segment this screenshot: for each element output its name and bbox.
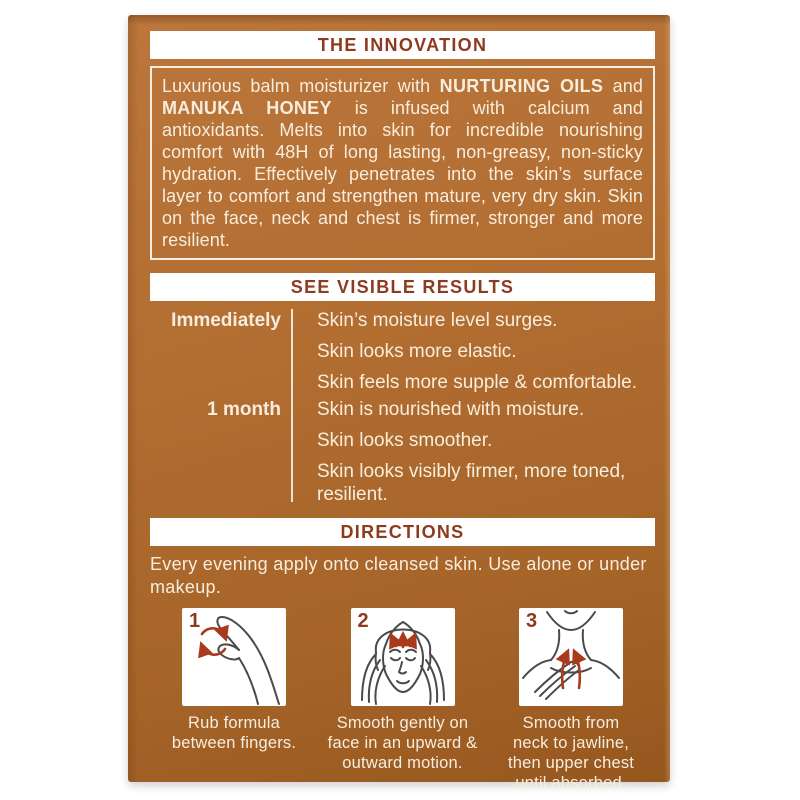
directions-title: DIRECTIONS	[150, 518, 655, 546]
results-line: Skin looks visibly firmer, more toned, resilient.	[317, 461, 626, 505]
results-line: Skin feels more supple & comfortable.	[317, 372, 637, 393]
product-box-back-panel	[128, 15, 670, 792]
step-caption-line: Smooth from	[522, 714, 620, 732]
step-2-illustration-box	[351, 608, 455, 706]
results-line: Skin looks more elastic.	[317, 341, 517, 362]
innovation-title: THE INNOVATION	[150, 31, 655, 59]
paragraph-bold-nurturing-oils: NURTURING OILS	[439, 76, 604, 96]
results-row-body	[317, 398, 655, 506]
step-number: 2	[357, 610, 369, 632]
directions-section	[150, 518, 655, 793]
step-3-illustration-box	[519, 608, 623, 706]
step-caption-line: then upper chest	[507, 754, 635, 772]
step-1	[150, 608, 318, 793]
innovation-paragraph	[150, 66, 655, 260]
results-line: Skin is nourished with moisture.	[317, 399, 585, 420]
results-row-label: Immediately	[171, 310, 281, 331]
results-table	[150, 309, 655, 506]
results-line: Skin looks smoother.	[317, 430, 493, 451]
results-row-label: 1 month	[207, 399, 281, 420]
step-caption-line: outward motion.	[342, 754, 463, 772]
step-1-illustration-box	[182, 608, 286, 706]
step-3	[487, 608, 655, 793]
results-row-1-month	[150, 398, 655, 506]
results-row-immediately	[150, 309, 655, 394]
step-caption	[328, 713, 478, 773]
directions-intro: Every evening apply onto cleansed skin. Use alone or under makeup.	[150, 554, 647, 597]
step-caption-line: face in an upward &	[327, 734, 478, 752]
paragraph-text: is infused with calcium and antioxidants. Melts into skin for incredible nourishing comfort with 48H of long lasting, non-greasy, non-sticky hydration. Effectively penetrates into the skin’s surface layer to comfort and strengthen mature, very dry skin. Skin on the face, neck and chest is firmer, stronger and more resilient.	[162, 98, 643, 250]
step-caption-line: Rub formula	[187, 714, 281, 732]
results-column-divider	[291, 309, 293, 502]
step-number: 1	[189, 610, 201, 632]
results-line: Skin’s moisture level surges.	[317, 310, 558, 331]
results-row-body	[317, 309, 637, 394]
results-title: SEE VISIBLE RESULTS	[150, 273, 655, 301]
directions-steps	[150, 608, 655, 793]
results-section	[150, 273, 655, 506]
step-caption	[172, 713, 296, 753]
step-caption-line: until absorbed.	[515, 774, 627, 792]
paragraph-text: Luxurious balm moisturizer with	[162, 76, 440, 96]
step-caption-line: between fingers.	[171, 734, 297, 752]
step-caption-line: Smooth gently on	[336, 714, 469, 732]
step-caption-line: neck to jawline,	[512, 734, 629, 752]
innovation-section	[150, 31, 655, 260]
paragraph-bold-manuka-honey: MANUKA HONEY	[162, 98, 332, 118]
step-2	[319, 608, 487, 793]
step-caption	[508, 713, 634, 793]
paragraph-text: and	[603, 76, 643, 96]
step-number: 3	[526, 610, 538, 632]
